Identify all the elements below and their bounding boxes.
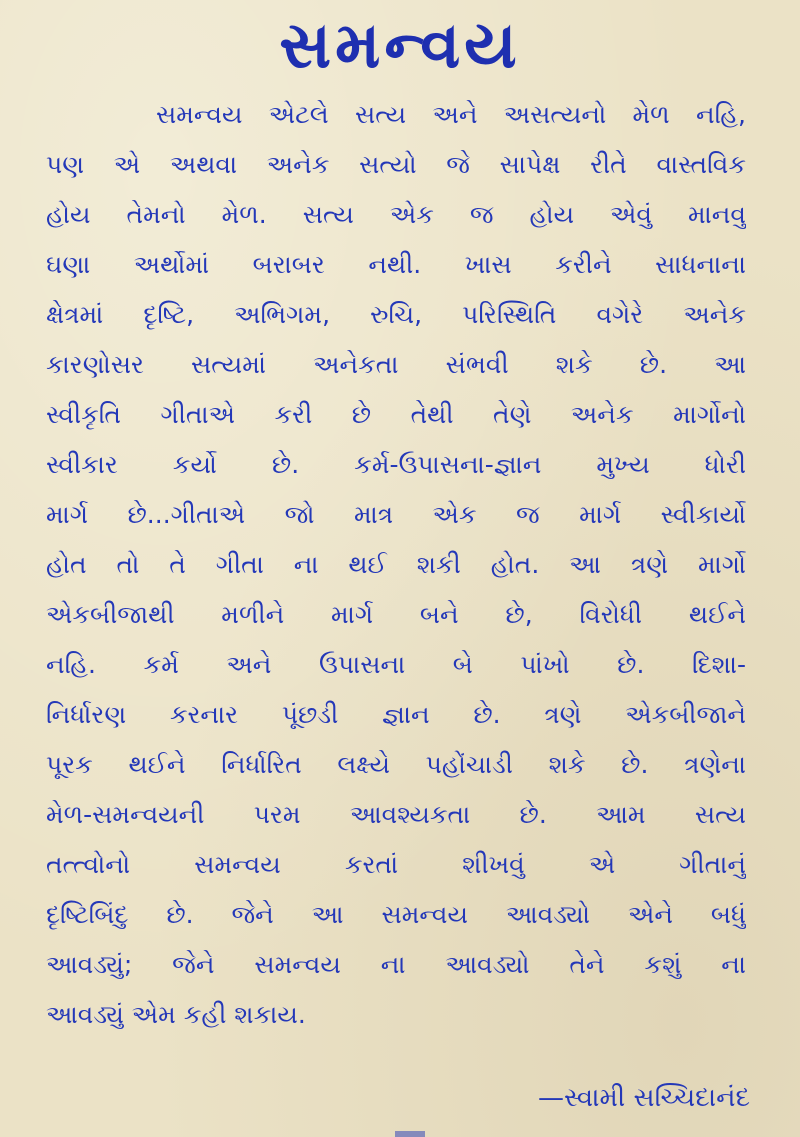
- text-line: નહિ. કર્મ અને ઉપાસના બે પાંખો છે. દિશા-: [46, 650, 746, 679]
- ink-mark: [395, 1131, 425, 1137]
- author-signature: —સ્વામી સચ્ચિદાનંદ: [538, 1083, 750, 1113]
- text-line: હોય તેમનો મેળ. સત્ય એક જ હોય એવું માનવુ: [46, 200, 746, 229]
- text-line: મેળ-સમન્વયની પરમ આવશ્યકતા છે. આમ સત્ય: [46, 800, 746, 829]
- text-line: પણ એ અથવા અનેક સત્યો જે સાપેક્ષ રીતે વાસ્તવિક: [46, 150, 746, 179]
- text-line: એકબીજાથી મળીને માર્ગ બને છે, વિરોધી થઈને: [46, 600, 746, 629]
- body-text: [46, 90, 746, 1040]
- text-line: આવડ્યું; જેને સમન્વય ના આવડ્યો તેને કશું ના: [46, 950, 746, 979]
- text-line: માર્ગ છે...ગીતાએ જો માત્ર એક જ માર્ગ સ્વીકાર્યો: [46, 500, 746, 529]
- text-line: ઘણા અર્થોમાં બરાબર નથી. ખાસ કરીને સાધનાના: [46, 250, 746, 279]
- page-title: સમન્વય: [279, 9, 521, 83]
- text-line: ક્ષેત્રમાં દૃષ્ટિ, અભિગમ, રુચિ, પરિસ્થિતિ વગેરે અનેક: [46, 300, 746, 329]
- text-line: આવડ્યું એમ કહી શકાય.: [46, 1000, 306, 1029]
- text-line: દૃષ્ટિબિંદુ છે. જેને આ સમન્વય આવડ્યો એને બધું: [46, 900, 746, 929]
- text-line: સ્વીકૃતિ ગીતાએ કરી છે તેથી તેણે અનેક માર્ગોનો: [46, 400, 746, 429]
- text-line: પૂરક થઈને નિર્ધારિત લક્ષ્યે પહોંચાડી શકે છે. ત્રણેના: [46, 750, 746, 779]
- text-line: સ્વીકાર કર્યો છે. કર્મ-ઉપાસના-જ્ઞાન મુખ્ય ધોરી: [46, 450, 746, 479]
- text-line: તત્ત્વોનો સમન્વય કરતાં શીખવું એ ગીતાનું: [46, 850, 746, 879]
- text-line: કારણોસર સત્યમાં અનેકતા સંભવી શકે છે. આ: [46, 350, 746, 379]
- text-line: હોત તો તે ગીતા ના થઈ શકી હોત. આ ત્રણે માર્ગો: [46, 550, 746, 579]
- text-line: નિર્ધારણ કરનાર પૂંછડી જ્ઞાન છે. ત્રણે એકબીજાને: [46, 700, 746, 729]
- text-line: સમન્વય એટલે સત્ય અને અસત્યનો મેળ નહિ,: [156, 100, 746, 129]
